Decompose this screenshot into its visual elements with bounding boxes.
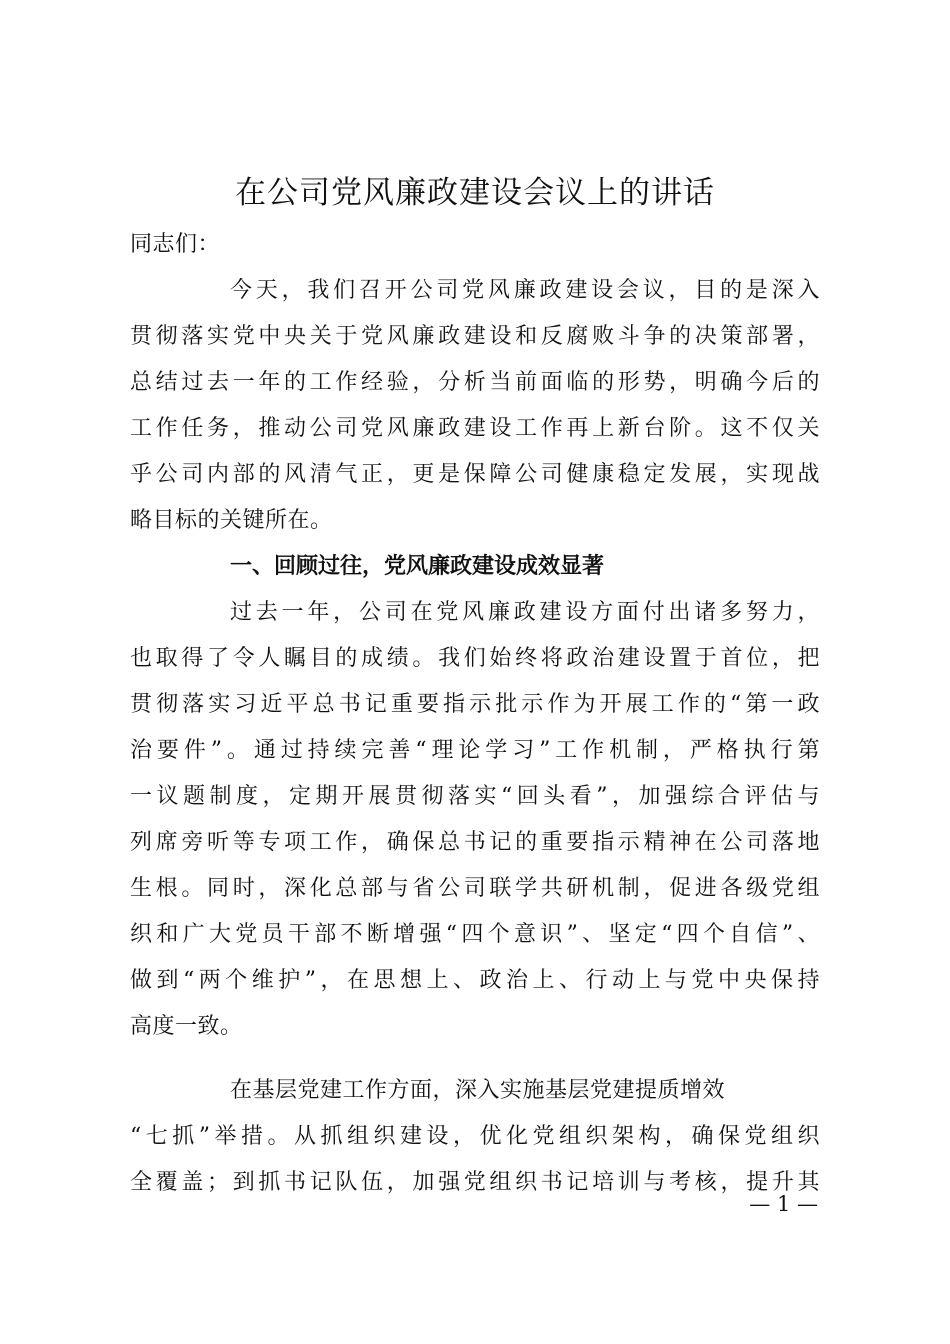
paragraph-line: 工作任务，推动公司党风廉政建设工作再上新台阶。这不仅关 xyxy=(130,416,820,441)
document-title: 在公司党风廉政建设会议上的讲话 xyxy=(235,175,715,211)
paragraph-line: 乎公司内部的风清气正，更是保障公司健康稳定发展，实现战 xyxy=(130,462,820,487)
section-heading: 一、回顾过往，党风廉政建设成效显著 xyxy=(230,554,605,579)
paragraph-grassroots xyxy=(130,1068,820,1206)
paragraph-line: 一议题制度，定期开展贯彻落实“回头看”，加强综合评估与 xyxy=(130,784,820,809)
paragraph-line: 也取得了令人瞩目的成绩。我们始终将政治建设置于首位，把 xyxy=(130,646,820,671)
paragraph-line: 全覆盖；到抓书记队伍，加强党组织书记培训与考核，提升其 xyxy=(130,1170,820,1195)
paragraph-line: 贯彻落实习近平总书记重要指示批示作为开展工作的“第一政 xyxy=(130,692,820,717)
document-body xyxy=(130,222,820,1206)
salutation: 同志们： xyxy=(130,232,221,257)
paragraph-line: 做到“两个维护”，在思想上、政治上、行动上与党中央保持 xyxy=(130,968,820,993)
paragraph-line: 过去一年，公司在党风廉政建设方面付出诸多努力， xyxy=(230,600,820,625)
paragraph-line: “七抓”举措。从抓组织建设，优化党组织架构，确保党组织 xyxy=(130,1124,820,1149)
paragraph-line: 生根。同时，深化总部与省公司联学共研机制，促进各级党组 xyxy=(130,876,820,901)
paragraph-line: 今天，我们召开公司党风廉政建设会议，目的是深入 xyxy=(230,278,820,303)
paragraph-line: 高度一致。 xyxy=(130,1014,243,1039)
paragraph-line: 略目标的关键所在。 xyxy=(130,508,333,533)
paragraph-line: 织和广大党员干部不断增强“四个意识”、坚定“四个自信”、 xyxy=(130,922,820,947)
page-number: — 1 — xyxy=(749,1192,818,1216)
paragraph-review xyxy=(130,590,820,1050)
paragraph-line: 治要件”。通过持续完善“理论学习”工作机制，严格执行第 xyxy=(130,738,820,763)
paragraph-intro xyxy=(130,268,820,544)
paragraph-line: 贯彻落实党中央关于党风廉政建设和反腐败斗争的决策部署， xyxy=(130,324,820,349)
paragraph-line: 在基层党建工作方面，深入实施基层党建提质增效 xyxy=(230,1078,726,1103)
paragraph-spacer xyxy=(130,1050,820,1068)
paragraph-line: 列席旁听等专项工作，确保总书记的重要指示精神在公司落地 xyxy=(130,830,820,855)
paragraph-line: 总结过去一年的工作经验，分析当前面临的形势，明确今后的 xyxy=(130,370,820,395)
